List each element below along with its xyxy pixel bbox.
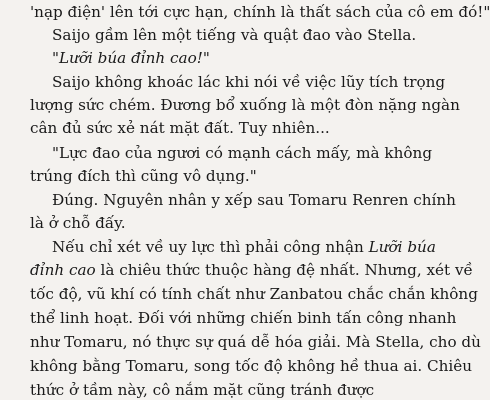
text-line-15: như Tomaru, nó thực sự quá dễ hóa giải. Mà Stella, cho dù	[30, 333, 481, 351]
text-line-1: 'nạp điện' lên tới cực hạn, chính là thất sách của cô em đó!"	[30, 3, 490, 21]
text-line-5: lượng sức chém. Đương bổ xuống là một đòn nặng ngàn	[30, 96, 460, 114]
text-line-12	[30, 260, 473, 280]
text-line-3-attack-name: "Lưỡi búa đỉnh cao!"	[52, 49, 210, 67]
text-line-4: Saijo không khoác lác khi nói về việc lũy tích trọng	[52, 73, 446, 91]
text-line-6: cân đủ sức xẻ nát mặt đất. Tuy nhiên...	[30, 119, 330, 137]
text-line-16: không bằng Tomaru, song tốc độ không hề thua ai. Chiêu	[30, 357, 473, 375]
partial-bottom-line	[0, 380, 400, 400]
text-line-11-plain: Nếu chỉ xét về uy lực thì phải công nhận	[52, 238, 369, 256]
text-line-10: là ở chỗ đấy.	[30, 214, 126, 232]
text-line-11	[52, 237, 436, 257]
text-line-2: Saijo gầm lên một tiếng và quật đao vào Stella.	[52, 26, 417, 44]
text-line-7: "Lực đao của ngươi có mạnh cách mấy, mà không	[52, 144, 433, 162]
text-line-17: thức ở tầm này, cô nắm mặt cũng tránh được	[30, 381, 375, 399]
text-line-12-plain: là chiêu thức thuộc hàng đệ nhất. Nhưng, xét về	[95, 261, 473, 279]
text-line-8: trúng đích thì cũng vô dụng."	[30, 167, 257, 185]
text-line-13: tốc độ, vũ khí có tính chất như Zanbatou chắc chắn không	[30, 285, 478, 303]
text-line-11-italic: Lưỡi búa	[368, 238, 436, 256]
text-line-14: thể linh hoạt. Đối với những chiến binh tấn công nhanh	[30, 309, 457, 327]
text-line-12-italic: đỉnh cao	[30, 261, 96, 279]
text-line-9: Đúng. Nguyên nhân y xếp sau Tomaru Renren chính	[52, 191, 456, 209]
